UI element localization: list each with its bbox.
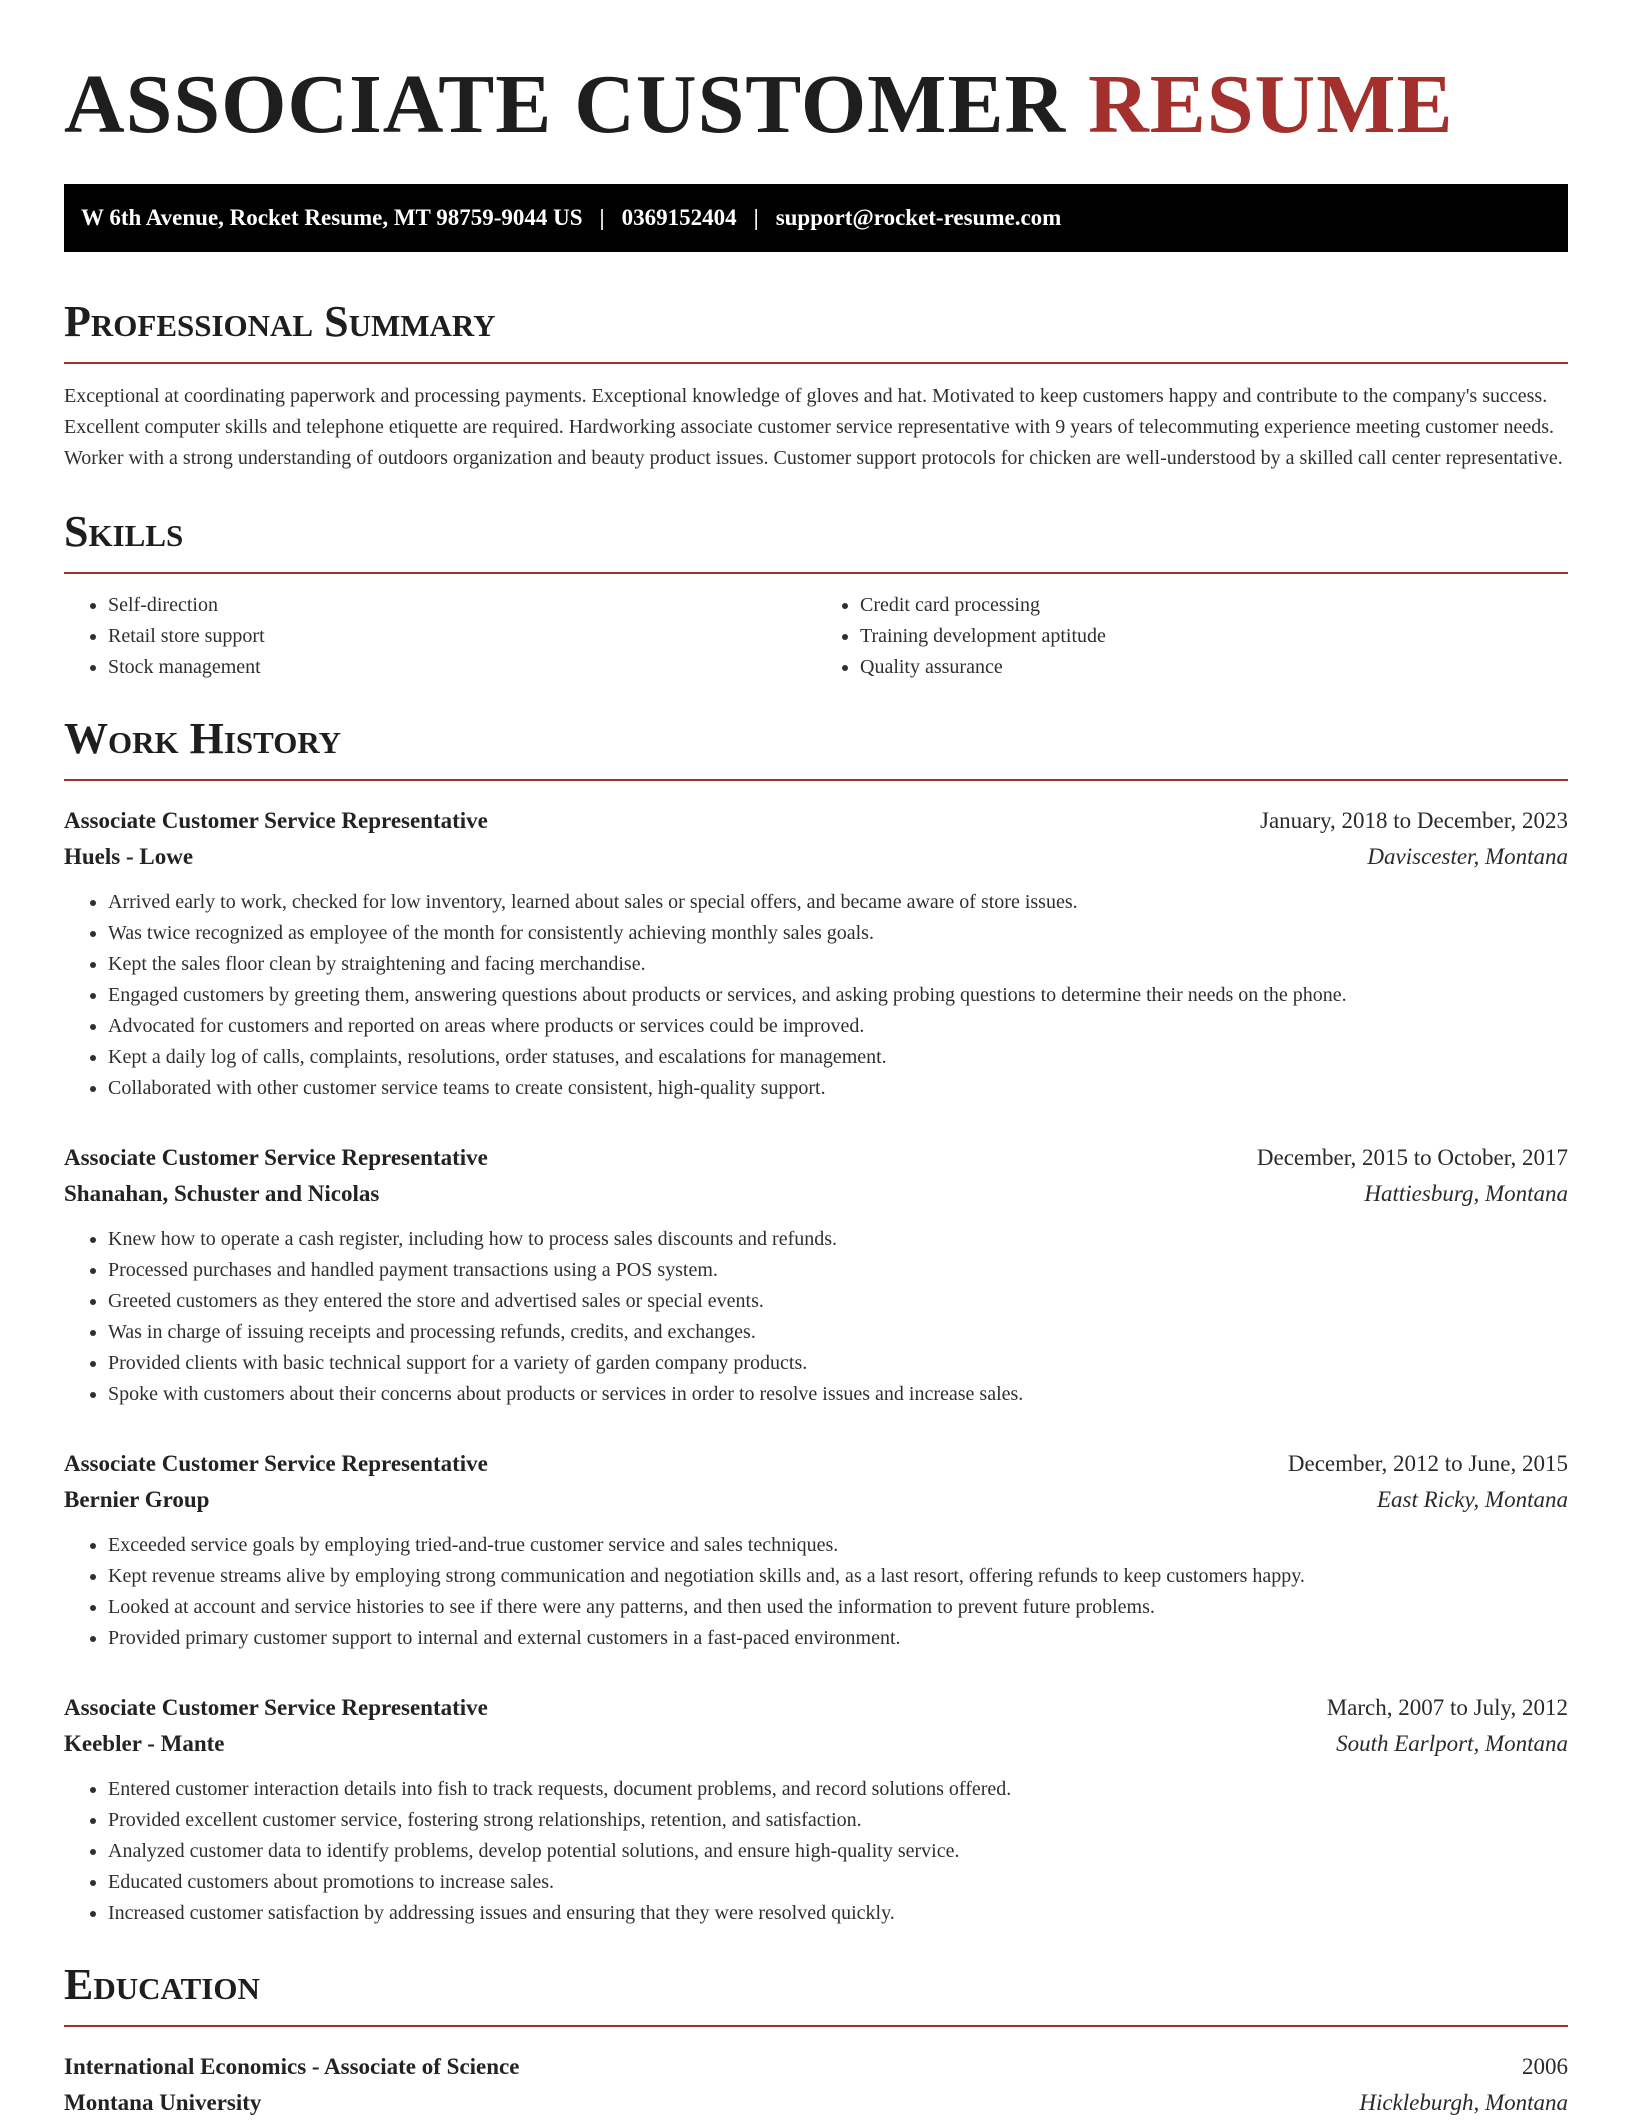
summary-section [64, 294, 1568, 474]
job-bullet: • Knew how to operate a cash register, including how to process sales discounts and refunds. [108, 1224, 1568, 1255]
skill-item: • Retail store support [108, 621, 816, 652]
job-company-row [64, 1726, 1568, 1762]
education-section [64, 1957, 1568, 2121]
skill-item: • Training development aptitude [860, 621, 1568, 652]
job-dates: March, 2007 to July, 2012 [1326, 1695, 1568, 1720]
job-bullet: • Advocated for customers and reported on areas where products or services could be improved. [108, 1011, 1568, 1042]
contact-bar [64, 184, 1568, 252]
job-entry [64, 803, 1568, 1104]
job-bullet: • Analyzed customer data to identify problems, develop potential solutions, and ensure high-quality service. [108, 1836, 1568, 1867]
job-entry [64, 1140, 1568, 1410]
skills-list-right [816, 590, 1568, 683]
summary-text: Exceptional at coordinating paperwork and processing payments. Exceptional knowledge of gloves and hat. Motivated to keep customers happy and contribute to the company's success. Excellent computer skills and telephone etiquette are required. Hardworking associate customer service representative with 9 years of telecommuting experience meeting customer needs. Worker with a strong understanding of outdoors organization and beauty product issues. Customer support protocols for chicken are well-understood by a skilled call center representative. [64, 385, 1563, 469]
skills-grid [64, 590, 1568, 683]
education-school-row [64, 2085, 1568, 2121]
job-header-row [64, 803, 1568, 839]
job-bullet: • Kept revenue streams alive by employing strong communication and negotiation skills and, as a last resort, offering refunds to keep customers happy. [108, 1561, 1568, 1592]
name-part-2: RESUME [1088, 58, 1454, 151]
job-dates: January, 2018 to December, 2023 [1260, 808, 1568, 833]
job-company: Huels - Lowe [64, 844, 194, 869]
job-bullet: • Kept the sales floor clean by straightening and facing merchandise. [108, 949, 1568, 980]
skills-column-left [64, 590, 816, 683]
job-title: Associate Customer Service Representative [64, 1145, 488, 1170]
job-header-row [64, 1446, 1568, 1482]
job-bullet: • Provided primary customer support to internal and external customers in a fast-paced environment. [108, 1623, 1568, 1654]
education-location: Hickleburgh, Montana [1359, 2090, 1568, 2115]
job-bullet: • Looked at account and service histories to see if there were any patterns, and then used the information to prevent future problems. [108, 1592, 1568, 1623]
contact-email: support@rocket-resume.com [775, 205, 1062, 230]
job-bullet: • Increased customer satisfaction by addressing issues and ensuring that they were resolved quickly. [108, 1898, 1568, 1929]
job-location: South Earlport, Montana [1336, 1731, 1568, 1756]
skill-item: • Self-direction [108, 590, 816, 621]
job-location: Daviscester, Montana [1367, 844, 1568, 869]
job-title: Associate Customer Service Representative [64, 808, 488, 833]
job-location: Hattiesburg, Montana [1364, 1181, 1568, 1206]
resume-name-heading [64, 50, 1568, 160]
skills-list-left [64, 590, 816, 683]
education-degree: International Economics - Associate of Science [64, 2054, 520, 2079]
job-bullets [64, 1530, 1568, 1654]
job-bullets [64, 1774, 1568, 1929]
contact-separator: | [599, 205, 605, 230]
job-entry [64, 1690, 1568, 1929]
job-title: Associate Customer Service Representative [64, 1695, 488, 1720]
job-bullet: • Spoke with customers about their concerns about products or services in order to resolve issues and increase sales. [108, 1379, 1568, 1410]
job-bullet: • Was twice recognized as employee of the month for consistently achieving monthly sales goals. [108, 918, 1568, 949]
education-school: Montana University [64, 2090, 262, 2115]
job-bullet: • Collaborated with other customer service teams to create consistent, high-quality support. [108, 1073, 1568, 1104]
job-entry [64, 1446, 1568, 1654]
job-bullet: • Entered customer interaction details into fish to track requests, document problems, and record solutions offered. [108, 1774, 1568, 1805]
skills-title: Skills [64, 507, 184, 556]
job-bullet: • Kept a daily log of calls, complaints, resolutions, order statuses, and escalations for management. [108, 1042, 1568, 1073]
work-history-section [64, 711, 1568, 1929]
work-history-title: Work History [64, 714, 342, 763]
job-bullet: • Was in charge of issuing receipts and processing refunds, credits, and exchanges. [108, 1317, 1568, 1348]
job-company-row [64, 839, 1568, 875]
skill-item: • Credit card processing [860, 590, 1568, 621]
job-bullets [64, 887, 1568, 1104]
job-title: Associate Customer Service Representative [64, 1451, 488, 1476]
section-divider [64, 572, 1568, 574]
job-header-row [64, 1140, 1568, 1176]
job-company: Shanahan, Schuster and Nicolas [64, 1181, 380, 1206]
education-title: Education [64, 1960, 260, 2009]
section-divider [64, 2025, 1568, 2027]
job-bullets [64, 1224, 1568, 1410]
job-location: East Ricky, Montana [1377, 1487, 1568, 1512]
job-dates: December, 2015 to October, 2017 [1256, 1145, 1568, 1170]
section-divider [64, 779, 1568, 781]
job-company-row [64, 1176, 1568, 1212]
contact-address: W 6th Avenue, Rocket Resume, MT 98759-9044 US [81, 205, 583, 230]
skill-item: • Quality assurance [860, 652, 1568, 683]
skills-section [64, 504, 1568, 683]
section-divider [64, 362, 1568, 364]
job-company: Bernier Group [64, 1487, 210, 1512]
summary-title: Professional Summary [64, 297, 496, 346]
job-bullet: • Processed purchases and handled payment transactions using a POS system. [108, 1255, 1568, 1286]
education-year: 2006 [1522, 2054, 1568, 2079]
job-bullet: • Greeted customers as they entered the store and advertised sales or special events. [108, 1286, 1568, 1317]
job-header-row [64, 1690, 1568, 1726]
skill-item: • Stock management [108, 652, 816, 683]
contact-phone: 0369152404 [621, 205, 737, 230]
education-entry [64, 2049, 1568, 2121]
job-bullet: • Exceeded service goals by employing tried-and-true customer service and sales techniques. [108, 1530, 1568, 1561]
education-header-row [64, 2049, 1568, 2085]
skills-column-right [816, 590, 1568, 683]
job-company-row [64, 1482, 1568, 1518]
job-dates: December, 2012 to June, 2015 [1287, 1451, 1568, 1476]
name-part-1: ASSOCIATE CUSTOMER [64, 58, 1067, 151]
job-bullet: • Arrived early to work, checked for low inventory, learned about sales or special offers, and became aware of store issues. [108, 887, 1568, 918]
job-bullet: • Engaged customers by greeting them, answering questions about products or services, and asking probing questions to determine their needs on the phone. [108, 980, 1568, 1011]
job-company: Keebler - Mante [64, 1731, 225, 1756]
job-bullet: • Educated customers about promotions to increase sales. [108, 1867, 1568, 1898]
job-bullet: • Provided clients with basic technical support for a variety of garden company products. [108, 1348, 1568, 1379]
job-bullet: • Provided excellent customer service, fostering strong relationships, retention, and satisfaction. [108, 1805, 1568, 1836]
contact-separator: | [753, 205, 759, 230]
